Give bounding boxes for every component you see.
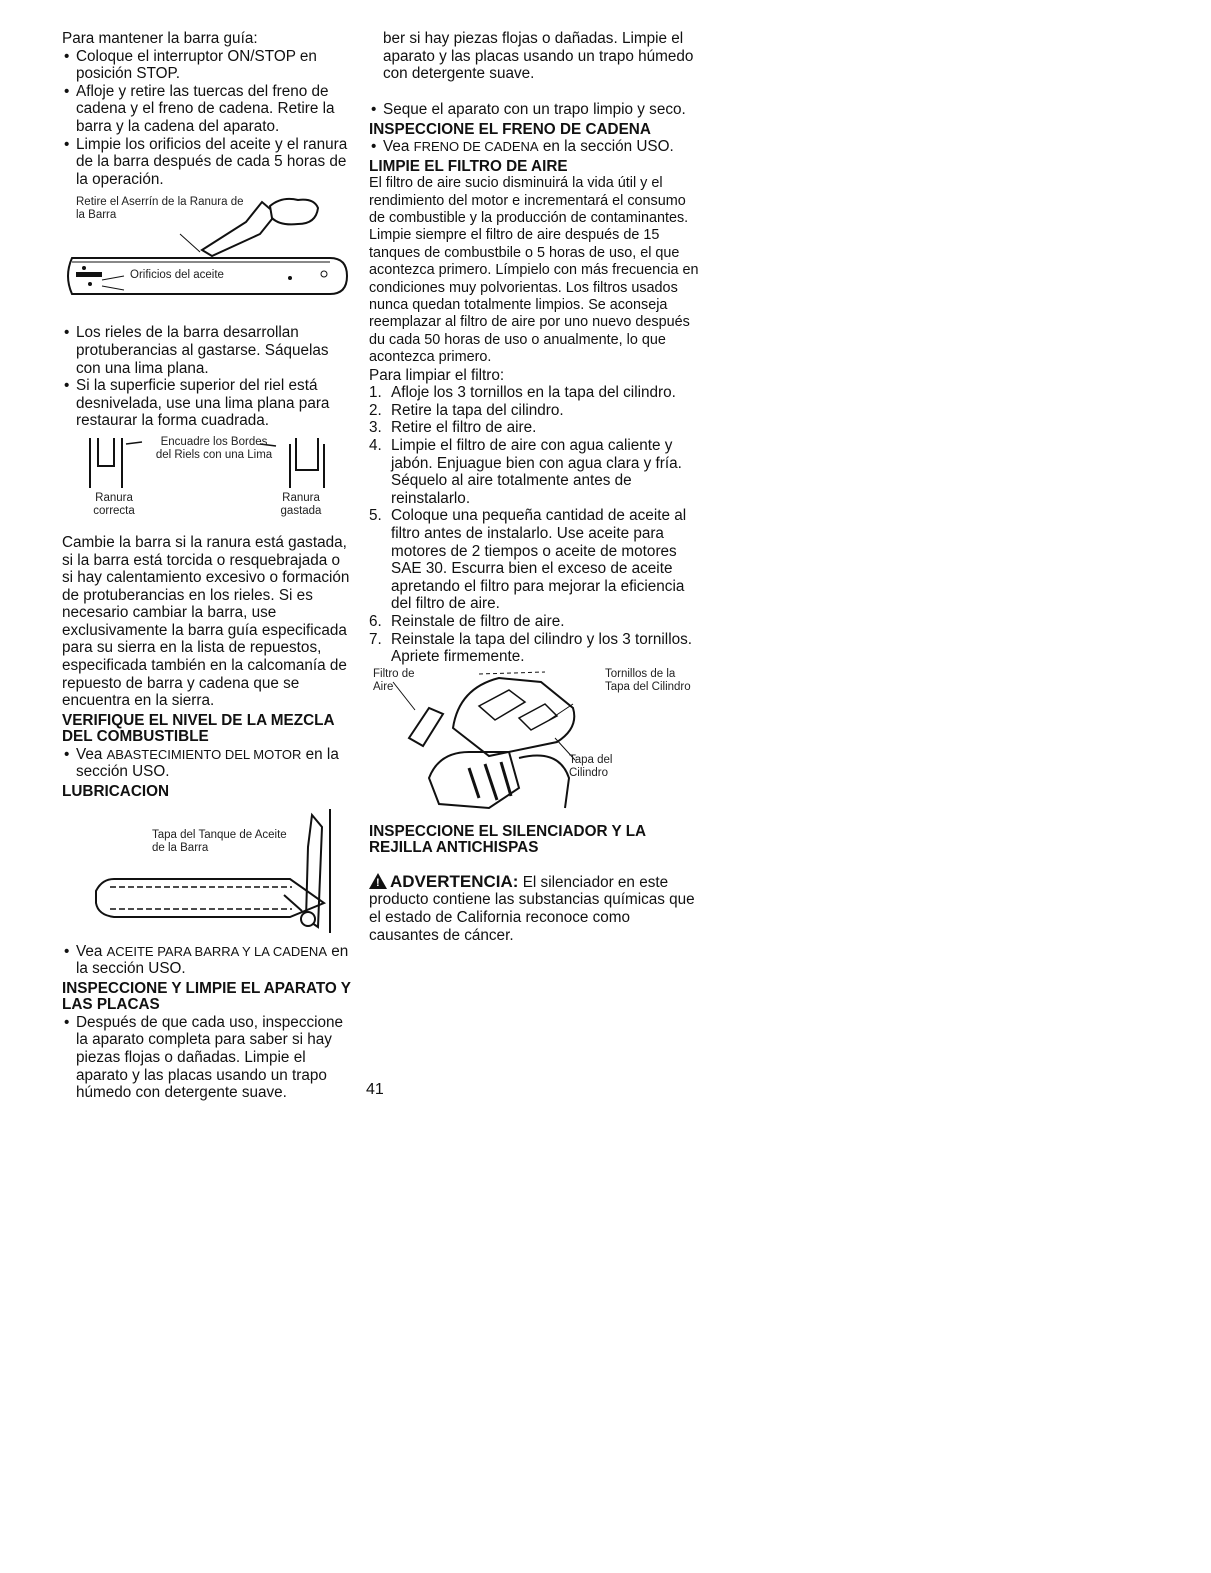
- label-cover-screws: Tornillos de la Tapa del Cilindro: [605, 667, 691, 693]
- bullet-inspect-text: Después de que cada uso, inspeccione la aparato completa para saber si hay piezas flojas o dañadas. Limpie el aparato y las placas usando un trapo húmedo con detergente suave.: [76, 1013, 344, 1102]
- bullet-fuel-ref: [62, 746, 352, 781]
- step-text: Limpie el filtro de aire con agua caliente y jabón. Enjuague bien con agua clara y fría. Séquelo al aire totalmente antes de reinstalarlo.: [391, 437, 682, 507]
- bullet-inspect: [62, 1013, 352, 1102]
- figure-oil-cap: [62, 807, 352, 935]
- step-item: [369, 384, 699, 402]
- warning-icon: [369, 873, 387, 889]
- air-filter-text: El filtro de aire sucio disminuirá la vida útil y el rendimiento del motor e incrementará el consumo de combustible y la producción de contaminantes. Limpie siempre el filtro de aire después de 15 tanques de combustbile o 5 horas de uso, el que acontezca primero. Límpielo con más frecuencia en condiciones muy polvorientas. Los filtros usados nunca quedan totalmente limpios. Se aconseja reemplazar al filtro de aire por uno nuevo después du cada 50 horas de uso o anualmente, lo que acontezca primero.: [369, 175, 699, 366]
- warning-word: ADVERTENCIA:: [390, 871, 519, 891]
- step-text: Reinstale la tapa del cilindro y los 3 tornillos. Apriete firmemente.: [391, 630, 692, 666]
- label-air-filter: Filtro de Aire: [373, 667, 415, 693]
- intro-text: Para mantener la barra guía:: [62, 30, 258, 47]
- bullet-remove-bar: [62, 83, 352, 136]
- step-text: Retire la tapa del cilindro.: [391, 401, 564, 419]
- bullet-dry: [369, 101, 699, 119]
- step-number: 3.: [369, 419, 382, 437]
- bullet-rails: [62, 324, 352, 377]
- continued-text: ber si hay piezas flojas o dañadas. Limpie el aparato y las placas usando un trapo húmedo con detergente suave.: [383, 30, 694, 83]
- label-worn-groove: Ranura gastada: [280, 491, 322, 517]
- bullet-surface-text: Si la superficie superior del riel está desnivelada, use una lima plana para restaurar la forma cuadrada.: [76, 377, 330, 430]
- step-item: [369, 631, 699, 666]
- page-number: 41: [366, 1081, 384, 1098]
- warning-text: El silenciador en este producto contiene las substancias químicas que el estado de California reconoce como causantes de cáncer.: [369, 873, 695, 944]
- bullet-remove-bar-text: Afloje y retire las tuercas del freno de cadena y el freno de cadena. Retire la barra y la cadena del aparato.: [76, 82, 335, 135]
- step-item: [369, 437, 699, 507]
- bullet-rails-text: Los rieles de la barra desarrollan protuberancias al gastarse. Sáquelas con una lima plana.: [76, 324, 329, 377]
- step-number: 6.: [369, 612, 382, 630]
- step-item: [369, 613, 699, 631]
- bullet-brake-ref: [369, 138, 699, 156]
- step-item: [369, 402, 699, 420]
- step-number: 2.: [369, 401, 382, 419]
- label-oil-holes: Orificios del aceite: [130, 269, 224, 282]
- step-number: 5.: [369, 507, 382, 525]
- bullet-dry-text: Seque el aparato con un trapo limpio y seco.: [383, 101, 686, 118]
- fuel-ref-post: en la sección USO.: [76, 745, 339, 781]
- bullet-clean-holes: [62, 136, 352, 189]
- oil-tank-cap-illustration: [62, 807, 352, 935]
- heading-chain-brake: INSPECCIONE EL FRENO DE CADENA: [369, 120, 651, 138]
- figure-bar-groove: [62, 194, 352, 316]
- label-clean-groove: Retire el Aserrín de la Ranura de la Barra: [76, 196, 244, 222]
- brake-ref-pre: Vea: [383, 138, 414, 156]
- oil-ref-post: en la sección USO.: [76, 942, 349, 978]
- figure-groove-compare: [62, 436, 352, 526]
- bullet-switch: [62, 48, 352, 83]
- heading-air-filter: LIMPIE EL FILTRO DE AIRE: [369, 157, 568, 175]
- fuel-ref-link: ABASTECIMIENTO DEL MOTOR: [106, 746, 302, 762]
- air-filter-steps: [369, 384, 699, 666]
- step-number: 1.: [369, 384, 382, 402]
- label-oil-cap: Tapa del Tanque de Aceite de la Barra: [152, 828, 287, 854]
- label-square-edges: Encuadre los Bordes del Riels con una Lima: [155, 435, 273, 461]
- step-number: 7.: [369, 630, 382, 648]
- fuel-ref-pre: Vea: [76, 745, 107, 763]
- bullet-switch-text: Coloque el interruptor ON/STOP en posición STOP.: [76, 47, 317, 83]
- step-text: Retire el filtro de aire.: [391, 419, 537, 437]
- step-number: 4.: [369, 437, 382, 455]
- figure-air-filter: [369, 668, 699, 816]
- label-correct-groove: Ranura correcta: [93, 491, 135, 517]
- brake-ref-post: en la sección USO.: [538, 138, 674, 156]
- heading-inspect-clean: INSPECCIONE Y LIMPIE EL APARATO Y LAS PLACAS: [62, 979, 351, 1014]
- heading-muffler: INSPECCIONE EL SILENCIADOR Y LA REJILLA ANTICHISPAS: [369, 822, 646, 857]
- bullet-oil-ref: [62, 943, 352, 978]
- step-text: Reinstale de filtro de aire.: [391, 612, 565, 630]
- right-column: [369, 30, 699, 944]
- warning-paragraph: [369, 871, 699, 944]
- step-item: [369, 419, 699, 437]
- bullet-surface: [62, 377, 352, 430]
- replace-bar-text: Cambie la barra si la ranura está gastada, si la barra está torcida o resquebrajada o si hay calentamiento excesivo o formación de protuberancias en los rieles. Si es necesario cambiar la barra, use exclusivamente la barra guía especificada para su sierra en la lista de repuestos, especificada también en la calcomanía de repuesto de barra y cadena que se encuentra en la sierra.: [62, 533, 350, 710]
- air-filter-intro: Para limpiar el filtro:: [369, 366, 505, 384]
- step-item: [369, 507, 699, 613]
- step-text: Coloque una pequeña cantidad de aceite al filtro antes de instalarlo. Use aceite para motores de 2 tiempos o aceite de motores SAE 30. Escurra bien el exceso de aceite apretando el filtro para mejorar la eficiencia del filtro de aire.: [391, 507, 687, 613]
- bullet-clean-holes-text: Limpie los orificios del aceite y el ranura de la barra después de cada 5 horas de la operación.: [76, 135, 348, 188]
- left-column: [62, 30, 352, 1102]
- label-cylinder-cover: Tapa del Cilindro: [569, 753, 613, 779]
- step-text: Afloje los 3 tornillos en la tapa del cilindro.: [391, 384, 676, 402]
- heading-fuel-level: VERIFIQUE EL NIVEL DE LA MEZCLA DEL COMBUSTIBLE: [62, 711, 334, 746]
- oil-ref-pre: Vea: [76, 942, 107, 960]
- oil-ref-link: ACEITE PARA BARRA Y LA CADENA: [106, 943, 327, 959]
- heading-lubrication: LUBRICACION: [62, 783, 170, 801]
- brake-ref-link: FRENO DE CADENA: [413, 139, 539, 155]
